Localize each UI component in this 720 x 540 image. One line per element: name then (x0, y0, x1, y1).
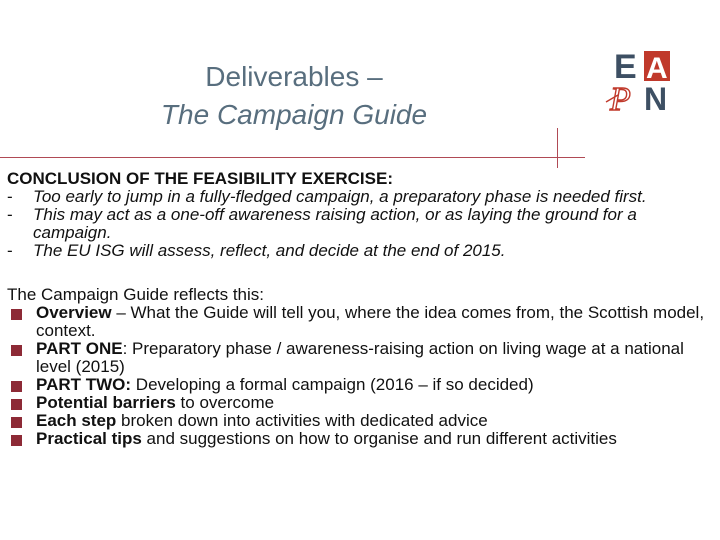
guide-bullet-bold: Practical tips (36, 429, 142, 448)
square-bullet-icon (11, 435, 22, 446)
guide-bullet-text: and suggestions on how to organise and run different activities (141, 429, 617, 448)
square-bullet-icon (11, 309, 22, 320)
guide-bullet (7, 304, 719, 340)
conclusion-item-text: Too early to jump in a fully-fledged campaign, a preparatory phase is needed first. (33, 187, 647, 206)
dash-marker: - (7, 187, 13, 206)
square-bullet-icon (11, 345, 22, 356)
conclusion-item (7, 188, 719, 206)
guide-bullet-bold: Potential barriers (36, 393, 176, 412)
guide-intro: The Campaign Guide reflects this: (7, 285, 265, 304)
conclusion-item (7, 206, 719, 242)
guide-bullet (7, 376, 719, 394)
guide-bullet (7, 430, 719, 448)
square-bullet-icon (11, 399, 22, 410)
conclusion-item-text: The EU ISG will assess, reflect, and decide at the end of 2015. (33, 241, 506, 260)
guide-bullet-text: : Preparatory phase / awareness-raising action on living wage at a national level (2015) (36, 339, 684, 376)
conclusion-heading: CONCLUSION OF THE FEASIBILITY EXERCISE: (7, 169, 393, 188)
square-bullet-icon (11, 381, 22, 392)
guide-bullet-text: broken down into activities with dedicated advice (116, 411, 488, 430)
guide-bullet-bold: Overview (36, 303, 112, 322)
guide-bullet-text: Developing a formal campaign (2016 – if so decided) (131, 375, 534, 394)
eapn-logo (600, 48, 680, 118)
header-divider-vertical (557, 128, 558, 168)
logo-letter-p: P (610, 81, 631, 118)
guide-bullet-bold: Each step (36, 411, 117, 430)
guide-bullet (7, 412, 719, 430)
guide-bullet (7, 340, 719, 376)
logo-letter-a: A (646, 52, 668, 85)
square-bullet-icon (11, 417, 22, 428)
slide-body (7, 170, 719, 448)
conclusion-item (7, 242, 719, 260)
logo-letter-e: E (614, 48, 637, 86)
title-line-1: Deliverables – (205, 61, 383, 92)
slide-title (100, 58, 488, 134)
guide-bullet-text: to overcome (175, 393, 275, 412)
title-line-2: The Campaign Guide (160, 99, 428, 130)
guide-bullet (7, 394, 719, 412)
guide-bullet-bold: PART ONE (36, 339, 123, 358)
guide-bullet-bold: PART TWO: (36, 375, 132, 394)
header-divider-horizontal (0, 157, 585, 158)
guide-bullet-text: – What the Guide will tell you, where the idea comes from, the Scottish model, context. (36, 303, 705, 340)
dash-marker: - (7, 205, 13, 224)
conclusion-item-text: This may act as a one-off awareness raising action, or as laying the ground for a campaign. (33, 205, 637, 242)
dash-marker: - (7, 241, 13, 260)
logo-letter-n: N (644, 81, 668, 117)
eapn-logo-graphic (600, 48, 680, 118)
